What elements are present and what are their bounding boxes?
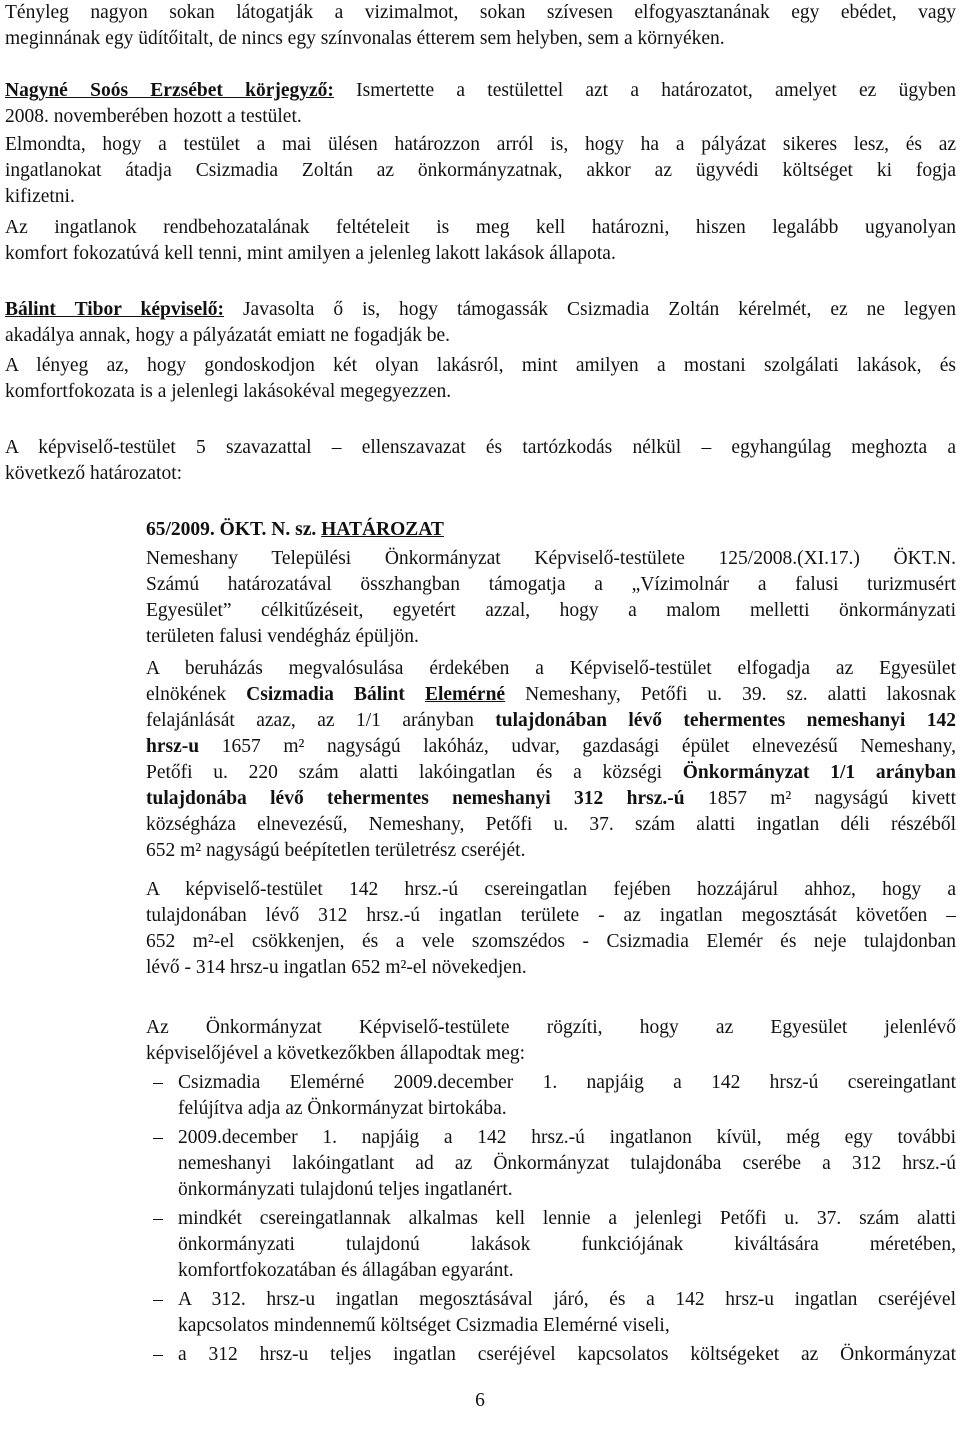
text-span: Javasolta ő is, hogy támogassák Csizmadia Zoltán kérelmét, ez ne legyen [223, 299, 956, 320]
list-item [146, 1070, 956, 1124]
resolution-title [146, 517, 956, 543]
person-name: Csizmadia Bálint [246, 684, 425, 705]
text-line: Nemeshany Települési Önkormányzat Képviselő-testülete 125/2008.(XI.17.) ÖKT.N. [146, 548, 956, 569]
text-line: meginnának egy üdítőitalt, de nincs egy színvonalas étterem sem helyben, sem a környéken. [5, 28, 725, 49]
text-line: Egyesület” célkitűzéseit, egyetért azzal, hogy a malom melletti önkormányzati [146, 600, 956, 621]
dash-bullet: – [153, 1208, 163, 1229]
text-line: komfortfokozatában és állagában egyaránt. [178, 1260, 514, 1281]
text-line: önkormányzati tulajdonú lakások funkciójának kiváltására méretében, [178, 1234, 956, 1255]
list-item [146, 1206, 956, 1286]
text-line: Számú határozatával összhangban támogatja a „Vízimolnár a falusi turizmusért [146, 574, 956, 595]
text-line [146, 760, 956, 786]
emphasis-text: tulajdonában lévő tehermentes nemeshanyi 142 [495, 710, 956, 731]
text-line: nemeshanyi lakóingatlant ad az Önkormányzat tulajdonába cserébe a 312 hrsz.-ú [178, 1153, 956, 1174]
resolution-paragraph-exchange [146, 656, 956, 864]
paragraph-essence [5, 353, 956, 405]
text-line: tulajdonában lévő 312 hrsz.-ú ingatlan területe - az ingatlan megosztását követően – [146, 905, 956, 926]
text-line: önkormányzati tulajdonú teljes ingatlanért. [178, 1179, 513, 1200]
paragraph-vote [5, 435, 956, 487]
text-line [146, 734, 956, 760]
person-name-underlined: Elemérné [424, 684, 506, 705]
paragraph-conditions [5, 215, 956, 267]
list-item-text [178, 1342, 956, 1368]
text-span: Nemeshany, Petőfi u. 39. sz. alatti lakosnak [505, 684, 956, 705]
text-line: A lényeg az, hogy gondoskodjon két olyan lakásról, mint amilyen a mostani szolgálati lakások, és [5, 355, 956, 376]
text-line: A 312. hrsz-u ingatlan megosztásával járó, és a 142 hrsz-u ingatlan cseréjével [178, 1289, 956, 1310]
text-line: komfortfokozata is a jelenlegi lakásokéval megegyezzen. [5, 381, 452, 402]
resolution-paragraph-support [146, 546, 956, 650]
text-line: a 312 hrsz-u teljes ingatlan cseréjével kapcsolatos költségeket az Önkormányzat [178, 1344, 956, 1365]
text-line [5, 297, 956, 323]
resolution-paragraph-agreement [146, 1015, 956, 1067]
text-span: 1857 m² nagyságú kivett [684, 788, 956, 809]
text-span: Ismertette a testülettel azt a határozatot, amelyet ez ügyben [333, 80, 956, 101]
list-item [146, 1125, 956, 1205]
text-span: 1657 m² nagyságú lakóház, udvar, gazdasági épület elnevezésű Nemeshany, [199, 736, 956, 757]
list-item-text [178, 1287, 956, 1339]
list-item-text [178, 1206, 956, 1284]
emphasis-text: tulajdonába lévő tehermentes nemeshanyi 312 hrsz.-ú [146, 788, 685, 809]
speaker-name: Nagyné Soós Erzsébet körjegyző: [5, 80, 334, 101]
dash-bullet: – [153, 1127, 163, 1148]
paragraph-explanation [5, 132, 956, 210]
dash-bullet: – [153, 1344, 163, 1365]
resolution-number: 65/2009. ÖKT. N. sz. [146, 519, 322, 540]
text-line [146, 786, 956, 812]
text-line: Csizmadia Elemérné 2009.december 1. napjáig a 142 hrsz-ú csereingatlant [178, 1072, 956, 1093]
text-span: elnökének [146, 684, 247, 705]
paragraph-representative [5, 297, 956, 349]
text-span: felajánlását azaz, az 1/1 arányban [146, 710, 496, 731]
emphasis-text: hrsz-u [146, 736, 200, 757]
emphasis-text: Önkormányzat 1/1 arányban [682, 762, 957, 783]
text-line: területen falusi vendégház épüljön. [146, 626, 419, 647]
list-item [146, 1287, 956, 1341]
text-line [146, 708, 956, 734]
text-line: 2008. novemberében hozott a testület. [5, 106, 302, 127]
paragraph-notary [5, 78, 956, 130]
text-line: képviselőjével a következőkben állapodtak meg: [146, 1043, 526, 1064]
text-line: Az ingatlanok rendbehozatalának feltételeit is meg kell határozni, hiszen legalább ugyanolyan [5, 217, 956, 238]
dash-bullet: – [153, 1289, 163, 1310]
text-line: ingatlanokat átadja Csizmadia Zoltán az önkormányzatnak, akkor az ügyvédi költséget ki fogja [5, 160, 956, 181]
text-line: A képviselő-testület 5 szavazattal – ellenszavazat és tartózkodás nélkül – egyhangúlag meghozta a [5, 437, 956, 458]
resolution-paragraph-consent [146, 877, 956, 981]
text-line [146, 682, 956, 708]
list-item-text [178, 1070, 956, 1122]
dash-bullet: – [153, 1072, 163, 1093]
page-number: 6 [475, 1390, 485, 1411]
text-line: községháza elnevezésű, Nemeshany, Petőfi u. 37. szám alatti ingatlan déli részéből [146, 814, 956, 835]
text-line: komfort fokozatúvá kell tenni, mint amilyen a jelenleg lakott lakások állapota. [5, 243, 616, 264]
text-line: következő határozatot: [5, 463, 183, 484]
text-span: Petőfi u. 220 szám alatti lakóingatlan és a községi [146, 762, 683, 783]
text-line: 652 m²-el csökkenjen, és a vele szomszédos - Csizmadia Elemér és neje tulajdonban [146, 931, 956, 952]
paragraph-intro [5, 0, 956, 52]
list-item-text [178, 1125, 956, 1203]
text-line: 652 m² nagyságú beépítetlen területrész cseréjét. [146, 840, 526, 861]
text-line [5, 78, 956, 104]
resolution-heading: HATÁROZAT [321, 519, 444, 540]
text-line: felújítva adja az Önkormányzat birtokába. [178, 1098, 507, 1119]
text-line: Elmondta, hogy a testület a mai ülésen határozzon arról is, hogy ha a pályázat sikeres lesz, és az [5, 134, 956, 155]
text-line: kifizetni. [5, 186, 75, 207]
speaker-name: Bálint Tibor képviselő: [5, 299, 224, 320]
text-line: A beruházás megvalósulása érdekében a Képviselő-testület elfogadja az Egyesület [146, 658, 956, 679]
text-line: kapcsolatos mindennemű költséget Csizmadia Elemérné viseli, [178, 1315, 670, 1336]
text-line: akadálya annak, hogy a pályázatát emiatt ne fogadják be. [5, 325, 451, 346]
text-line: 2009.december 1. napjáig a 142 hrsz.-ú ingatlanon kívül, még egy további [178, 1127, 956, 1148]
text-line: mindkét csereingatlannak alkalmas kell lennie a jelenlegi Petőfi u. 37. szám alatti [178, 1208, 956, 1229]
text-line: Az Önkormányzat Képviselő-testülete rögzíti, hogy az Egyesület jelenlévő [146, 1017, 956, 1038]
text-line: A képviselő-testület 142 hrsz.-ú csereingatlan fejében hozzájárul ahhoz, hogy a [146, 879, 956, 900]
text-line: Tényleg nagyon sokan látogatják a vizimalmot, sokan szívesen elfogyasztanának egy ebédet, vagy [5, 2, 956, 23]
list-item [146, 1342, 956, 1370]
text-line: lévő - 314 hrsz-u ingatlan 652 m²-el növekedjen. [146, 957, 527, 978]
